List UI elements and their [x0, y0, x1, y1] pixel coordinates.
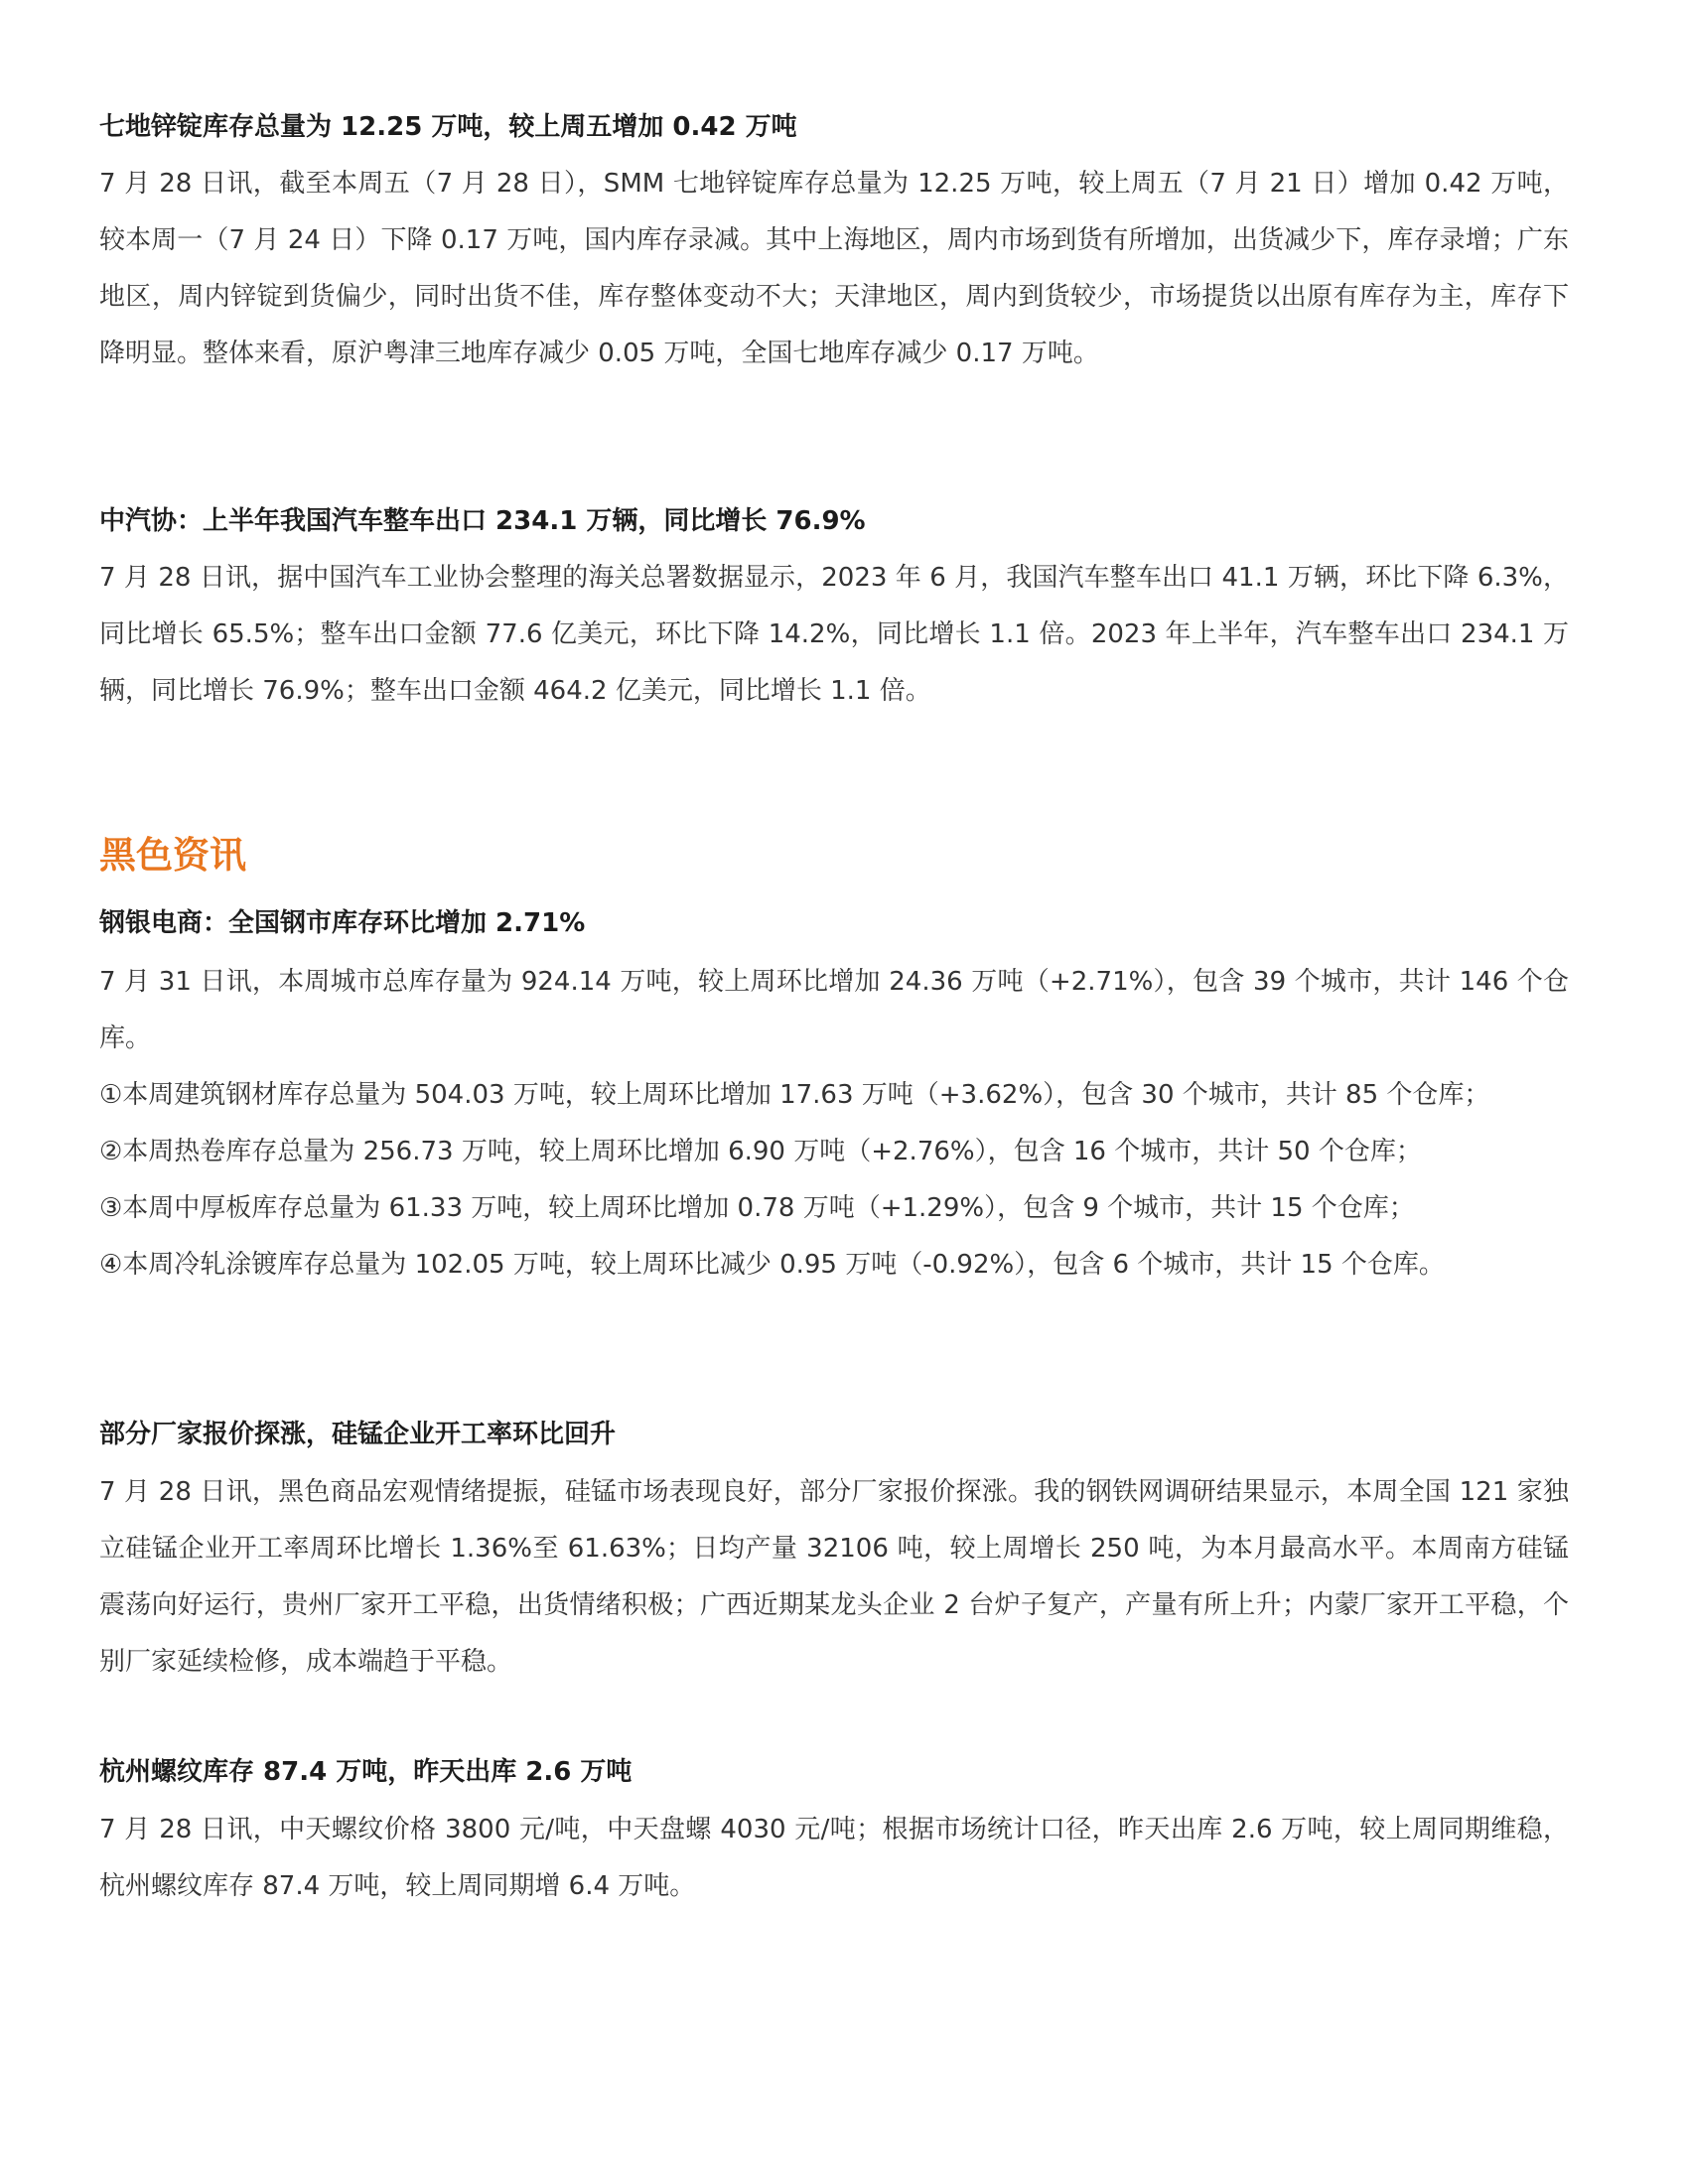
paragraph: 7 月 31 日讯，本周城市总库存量为 924.14 万吨，较上周环比增加 24.36 万吨（+2.71%），包含 39 个城市，共计 146 个仓库。: [99, 967, 1569, 1053]
section-heading-black-news: 黑色资讯: [99, 834, 246, 877]
article-title-silicomanganese: 部分厂家报价探涨，硅锰企业开工率环比回升: [99, 1420, 617, 1449]
article-title-auto-exports: 中汽协：上半年我国汽车整车出口 234.1 万辆，同比增长 76.9%: [99, 506, 866, 536]
article-title-steel-inventory: 钢银电商：全国钢市库存环比增加 2.71%: [99, 908, 586, 938]
paragraph: 7 月 28 日讯，截至本周五（7 月 28 日），SMM 七地锌锭库存总量为 12.25 万吨，较上周五（7 月 21 日）增加 0.42 万吨，较本周一（7 月 24 日）下降 0.17 万吨，国内库存录减。其中上海地区，周内市场到货有所增加，出货减少下，库存录增；广东地区，周内锌锭到货偏少，同时出货不佳，库存整体变动不大；天津地区，周内到货较少，市场提货以出原有库存为主，库存下降明显。整体来看，原沪粤津三地库存减少 0.05 万吨，全国七地库存减少 0.17 万吨。: [99, 169, 1569, 368]
paragraph: 7 月 28 日讯，中天螺纹价格 3800 元/吨，中天盘螺 4030 元/吨；根据市场统计口径，昨天出库 2.6 万吨，较上周同期维稳，杭州螺纹库存 87.4 万吨，较上周同期增 6.4 万吨。: [99, 1815, 1569, 1901]
article-body-hangzhou-rebar: [99, 1802, 1569, 1915]
paragraph: 7 月 28 日讯，据中国汽车工业协会整理的海关总署数据显示，2023 年 6 月，我国汽车整车出口 41.1 万辆，环比下降 6.3%，同比增长 65.5%；整车出口金额 77.6 亿美元，环比下降 14.2%，同比增长 1.1 倍。2023 年上半年，汽车整车出口 234.1 万辆，同比增长 76.9%；整车出口金额 464.2 亿美元，同比增长 1.1 倍。: [99, 563, 1569, 706]
article-body-silicomanganese: [99, 1464, 1569, 1691]
paragraph: ①本周建筑钢材库存总量为 504.03 万吨，较上周环比增加 17.63 万吨（+3.62%），包含 30 个城市，共计 85 个仓库；: [99, 1080, 1490, 1110]
article-body-auto-exports: [99, 550, 1569, 720]
article-body-zinc-inventory: [99, 156, 1569, 382]
paragraph: ③本周中厚板库存总量为 61.33 万吨，较上周环比增加 0.78 万吨（+1.29%），包含 9 个城市，共计 15 个仓库；: [99, 1193, 1415, 1223]
article-title-hangzhou-rebar: 杭州螺纹库存 87.4 万吨，昨天出库 2.6 万吨: [99, 1757, 633, 1787]
paragraph: 7 月 28 日讯，黑色商品宏观情绪提振，硅锰市场表现良好，部分厂家报价探涨。我的钢铁网调研结果显示，本周全国 121 家独立硅锰企业开工率周环比增长 1.36%至 61.63%；日均产量 32106 吨，较上周增长 250 吨，为本月最高水平。本周南方硅锰震荡向好运行，贵州厂家开工平稳，出货情绪积极；广西近期某龙头企业 2 台炉子复产，产量有所上升；内蒙厂家开工平稳，个别厂家延续检修，成本端趋于平稳。: [99, 1477, 1569, 1677]
article-title-zinc-inventory: 七地锌锭库存总量为 12.25 万吨，较上周五增加 0.42 万吨: [99, 112, 797, 142]
article-body-steel-inventory: [99, 954, 1569, 1294]
paragraph: ②本周热卷库存总量为 256.73 万吨，较上周环比增加 6.90 万吨（+2.76%），包含 16 个城市，共计 50 个仓库；: [99, 1137, 1422, 1166]
paragraph: ④本周冷轧涂镀库存总量为 102.05 万吨，较上周环比减少 0.95 万吨（-0.92%），包含 6 个城市，共计 15 个仓库。: [99, 1250, 1445, 1280]
